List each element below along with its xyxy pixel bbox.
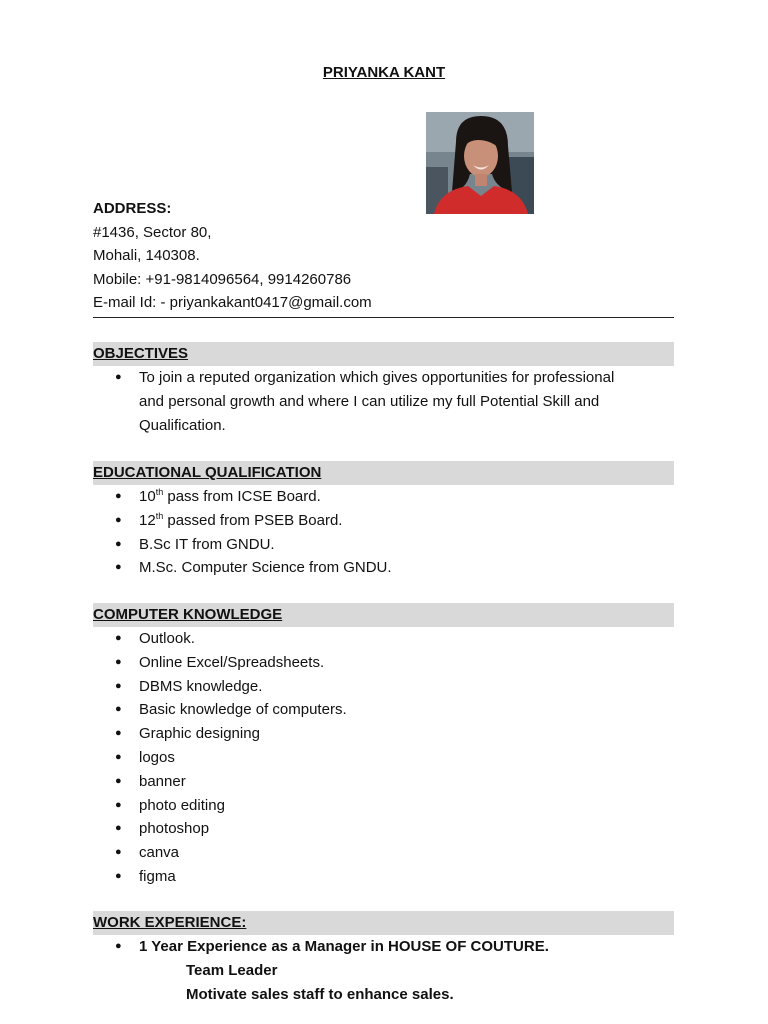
list-item xyxy=(93,556,674,580)
header-divider xyxy=(93,317,674,318)
bullet-icon: ● xyxy=(115,679,122,692)
skill-item: DBMS knowledge. xyxy=(139,677,263,695)
work-sub-item-2: Motivate sales staff to enhance sales. xyxy=(186,985,454,1003)
bullet-icon: ● xyxy=(115,774,122,787)
list-item xyxy=(93,746,674,770)
list-item xyxy=(93,841,674,865)
profile-photo-image xyxy=(426,112,534,214)
list-item xyxy=(93,485,674,509)
address-line-1: #1436, Sector 80, xyxy=(93,223,212,241)
education-item-2-number: 12 xyxy=(139,511,156,529)
objectives-heading: OBJECTIVES xyxy=(93,342,674,366)
bullet-icon: ● xyxy=(115,537,122,550)
list-item xyxy=(93,675,674,699)
list-item xyxy=(93,509,674,533)
education-item-1-number: 10 xyxy=(139,488,156,505)
email-address: E-mail Id: - priyankakant0417@gmail.com xyxy=(93,294,372,311)
bullet-icon: ● xyxy=(115,822,122,835)
objectives-section xyxy=(93,342,674,437)
bullet-icon: ● xyxy=(115,869,122,882)
skill-item: photo editing xyxy=(139,796,225,814)
skill-item: figma xyxy=(139,867,176,885)
education-item-1-text: pass from ICSE Board. xyxy=(163,488,321,505)
bullet-icon: ● xyxy=(115,632,122,644)
profile-photo xyxy=(426,112,534,214)
skill-item: Outlook. xyxy=(139,630,195,647)
list-item xyxy=(93,935,674,959)
list-item xyxy=(93,533,674,557)
bullet-icon: ● xyxy=(115,798,122,811)
education-item-2-suffix: th xyxy=(155,510,164,521)
education-item-4: M.Sc. Computer Science from GNDU. xyxy=(139,559,392,577)
work-experience-heading: WORK EXPERIENCE: xyxy=(93,911,674,935)
education-item-3: B.Sc IT from GNDU. xyxy=(139,535,275,553)
bullet-icon: ● xyxy=(115,490,122,502)
education-item-1-suffix: th xyxy=(155,487,164,497)
bullet-icon: ● xyxy=(115,750,122,763)
skill-item: Graphic designing xyxy=(139,725,260,743)
bullet-icon: ● xyxy=(115,655,122,668)
skill-item: canva xyxy=(139,844,180,862)
address-label: ADDRESS: xyxy=(93,200,172,217)
mobile-numbers: Mobile: +91-9814096564, 9914260786 xyxy=(93,270,352,288)
list-item xyxy=(93,627,674,651)
list-item xyxy=(93,651,674,675)
skill-item: Basic knowledge of computers. xyxy=(139,701,347,719)
bullet-icon: ● xyxy=(115,940,122,952)
bullet-icon: ● xyxy=(115,561,122,574)
skill-item: Online Excel/Spreadsheets. xyxy=(139,653,325,671)
list-item xyxy=(93,794,674,818)
list-item xyxy=(93,817,674,841)
list-item xyxy=(93,366,674,437)
bullet-icon: ● xyxy=(115,727,122,740)
bullet-icon: ● xyxy=(115,513,122,526)
objective-line-2: and personal growth and where I can utilize my full Potential Skill and xyxy=(139,392,600,410)
work-experience-section xyxy=(93,911,674,1006)
education-item-2-text: passed from PSEB Board. xyxy=(163,511,343,529)
list-item xyxy=(93,770,674,794)
skill-item: banner xyxy=(139,772,186,790)
objective-line-3: Qualification. xyxy=(139,416,226,434)
computer-knowledge-heading: COMPUTER KNOWLEDGE xyxy=(93,603,674,627)
bullet-icon: ● xyxy=(115,371,122,383)
work-item-1: 1 Year Experience as a Manager in HOUSE OF COUTURE. xyxy=(139,938,549,955)
education-section xyxy=(93,461,674,580)
resume-name: PRIYANKA KANT xyxy=(322,64,446,81)
objective-line-1: To join a reputed organization which gives opportunities for professional xyxy=(139,369,615,386)
list-item xyxy=(93,865,674,889)
address-line-2: Mohali, 140308. xyxy=(93,247,200,264)
computer-knowledge-section xyxy=(93,603,674,889)
bullet-icon: ● xyxy=(115,703,122,716)
bullet-icon: ● xyxy=(115,846,122,859)
education-heading: EDUCATIONAL QUALIFICATION xyxy=(93,461,674,485)
skill-item: logos xyxy=(139,748,175,766)
work-sub-item-1: Team Leader xyxy=(186,961,278,979)
list-item xyxy=(93,698,674,722)
contact-block xyxy=(93,197,372,315)
list-item xyxy=(93,722,674,746)
skill-item: photoshop xyxy=(139,820,210,838)
